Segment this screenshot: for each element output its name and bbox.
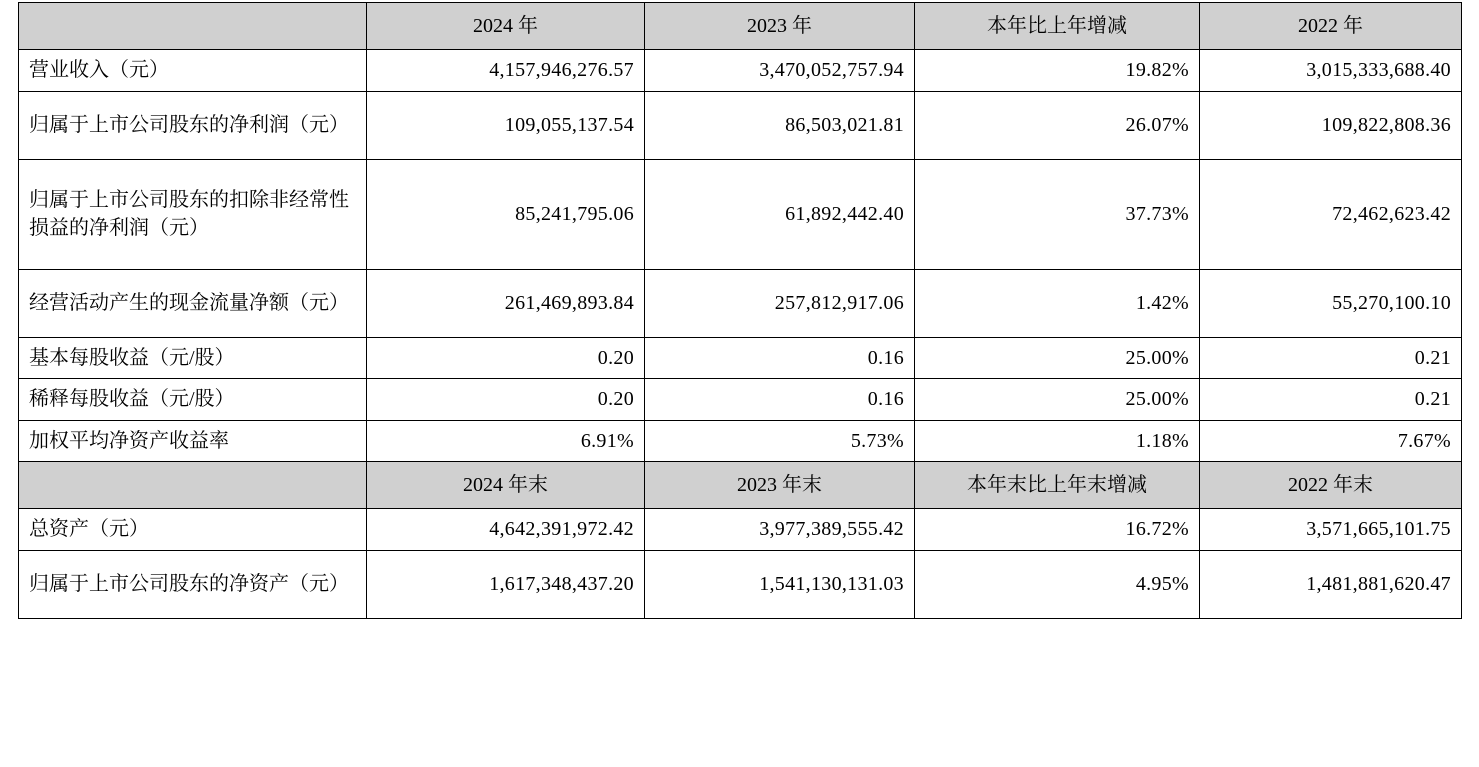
cell-diluted-eps-change: 25.00% [915,379,1200,420]
header-cell-change-end: 本年末比上年末增减 [915,461,1200,508]
table-row [19,50,1462,91]
row-label-diluted-eps: 稀释每股收益（元/股） [19,379,367,420]
table-row [19,509,1462,550]
table-header-row [19,3,1462,50]
financial-summary-table [18,2,1462,619]
header-cell-2023-end: 2023 年末 [645,461,915,508]
cell-net-profit-deducted-2023: 61,892,442.40 [645,159,915,269]
cell-net-profit-deducted-2024: 85,241,795.06 [367,159,645,269]
cell-net-profit-deducted-change: 37.73% [915,159,1200,269]
header-cell-2023: 2023 年 [645,3,915,50]
header-cell-2024-end: 2024 年末 [367,461,645,508]
cell-total-assets-2022: 3,571,665,101.75 [1200,509,1462,550]
cell-basic-eps-2023: 0.16 [645,337,915,378]
cell-net-assets-2024: 1,617,348,437.20 [367,550,645,618]
cell-net-assets-2023: 1,541,130,131.03 [645,550,915,618]
cell-basic-eps-2022: 0.21 [1200,337,1462,378]
row-label-net-assets: 归属于上市公司股东的净资产（元） [19,550,367,618]
cell-total-assets-2024: 4,642,391,972.42 [367,509,645,550]
cell-roe-2024: 6.91% [367,420,645,461]
header-cell-change: 本年比上年增减 [915,3,1200,50]
document-page [0,2,1479,767]
header-cell-2022: 2022 年 [1200,3,1462,50]
cell-roe-2023: 5.73% [645,420,915,461]
row-label-basic-eps: 基本每股收益（元/股） [19,337,367,378]
cell-diluted-eps-2024: 0.20 [367,379,645,420]
cell-operating-cashflow-2023: 257,812,917.06 [645,269,915,337]
row-label-operating-cashflow: 经营活动产生的现金流量净额（元） [19,269,367,337]
row-label-net-profit: 归属于上市公司股东的净利润（元） [19,91,367,159]
cell-operating-cashflow-change: 1.42% [915,269,1200,337]
table-row [19,159,1462,269]
cell-revenue-2024: 4,157,946,276.57 [367,50,645,91]
cell-net-assets-change: 4.95% [915,550,1200,618]
cell-operating-cashflow-2024: 261,469,893.84 [367,269,645,337]
header-cell-2022-end: 2022 年末 [1200,461,1462,508]
cell-total-assets-change: 16.72% [915,509,1200,550]
row-label-revenue: 营业收入（元） [19,50,367,91]
table-row [19,337,1462,378]
header-cell-2024: 2024 年 [367,3,645,50]
header-cell-blank [19,3,367,50]
cell-diluted-eps-2022: 0.21 [1200,379,1462,420]
cell-net-assets-2022: 1,481,881,620.47 [1200,550,1462,618]
table-row [19,91,1462,159]
cell-net-profit-2022: 109,822,808.36 [1200,91,1462,159]
header-cell-blank-end [19,461,367,508]
cell-roe-2022: 7.67% [1200,420,1462,461]
cell-net-profit-change: 26.07% [915,91,1200,159]
cell-roe-change: 1.18% [915,420,1200,461]
cell-total-assets-2023: 3,977,389,555.42 [645,509,915,550]
table-header-row-end [19,461,1462,508]
table-row [19,269,1462,337]
cell-net-profit-deducted-2022: 72,462,623.42 [1200,159,1462,269]
table-row [19,420,1462,461]
table-row [19,379,1462,420]
cell-diluted-eps-2023: 0.16 [645,379,915,420]
cell-revenue-2023: 3,470,052,757.94 [645,50,915,91]
cell-operating-cashflow-2022: 55,270,100.10 [1200,269,1462,337]
cell-net-profit-2023: 86,503,021.81 [645,91,915,159]
row-label-net-profit-deducted: 归属于上市公司股东的扣除非经常性损益的净利润（元） [19,159,367,269]
cell-revenue-change: 19.82% [915,50,1200,91]
table-row [19,550,1462,618]
row-label-total-assets: 总资产（元） [19,509,367,550]
cell-net-profit-2024: 109,055,137.54 [367,91,645,159]
cell-basic-eps-2024: 0.20 [367,337,645,378]
cell-basic-eps-change: 25.00% [915,337,1200,378]
row-label-roe: 加权平均净资产收益率 [19,420,367,461]
cell-revenue-2022: 3,015,333,688.40 [1200,50,1462,91]
